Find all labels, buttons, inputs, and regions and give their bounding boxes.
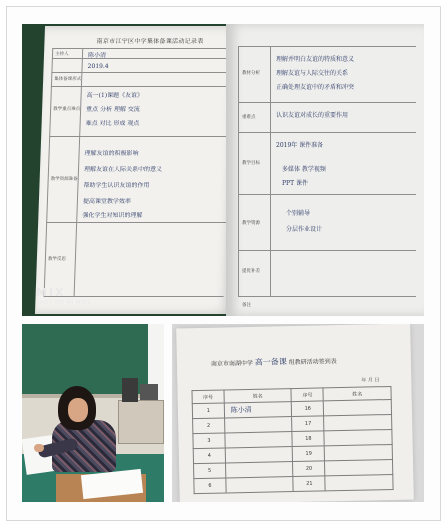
handwriting-res-4: 提高课堂教学效率: [82, 198, 132, 205]
sign-sheet-title-prefix: 南京市南湖中学: [210, 359, 254, 368]
row-index: 21: [293, 476, 325, 492]
handwriting-right-4: 认识友谊对成长的重要作用: [276, 112, 349, 119]
computer-tower: [122, 378, 138, 402]
row-index: 2: [193, 418, 225, 434]
row-signature: [325, 459, 393, 475]
goal-label: 教学目标: [242, 161, 260, 166]
reflection-label: 教学反思: [47, 257, 66, 262]
handwriting-res-2: 理解友谊在人际关系中的意义: [83, 166, 163, 173]
row-signature: [324, 399, 392, 415]
row-index: 4: [193, 448, 225, 464]
handwriting-host: 陈小清: [87, 52, 107, 59]
record-book-title: 南京市江宁区中学集体备课活动记录表: [96, 38, 204, 45]
sign-in-sheet-photo: [172, 324, 424, 502]
sign-in-sheet: [176, 324, 414, 502]
teacher-face: [68, 398, 88, 422]
remarks-label: 备注: [242, 303, 251, 308]
difficulty-label: 重难点: [242, 115, 256, 120]
handwriting-date: 2019.4: [87, 63, 109, 70]
teacher-hand: [34, 444, 44, 452]
printer: [140, 384, 158, 400]
handwriting-right-9: 分层作业设计: [286, 226, 323, 233]
watermark-brand: MIX: [36, 286, 66, 299]
row-signature: [324, 429, 392, 445]
row-index: 20: [293, 461, 325, 477]
row-index: 18: [292, 431, 324, 447]
sign-sheet-title: [211, 355, 337, 369]
sign-sheet-title-suffix: 组教研活动签到表: [288, 358, 337, 367]
handwriting-right-1: 理解并明白友谊的特质和意义: [276, 56, 355, 63]
row-signature: [225, 447, 293, 463]
row-index: 5: [194, 463, 226, 479]
handwriting-key-1: 重点 分析 理解 交流: [85, 106, 140, 113]
cabinet: [118, 400, 164, 444]
header-index-2: 序号: [291, 388, 323, 402]
handwriting-right-2: 理解友谊与人际交往的关系: [276, 70, 349, 77]
watermark-subtitle: SHOT ON MI MIX2: [36, 300, 92, 306]
record-book-left-page: [35, 26, 241, 314]
header-name-1: 姓名: [224, 389, 292, 403]
handwriting-right-5: 2019年 课件准备: [276, 142, 324, 149]
handwriting-topic: 高一(1)课题《友谊》: [86, 92, 144, 99]
row-signature: [225, 462, 293, 478]
handwriting-right-7: PPT 课件: [282, 180, 308, 187]
handwriting-right-8: 个别辅导: [286, 210, 311, 217]
row-signature: [226, 477, 294, 493]
sign-sheet-date: 年 月 日: [361, 377, 380, 384]
row-index: 17: [292, 416, 324, 432]
table-row: [194, 474, 393, 493]
row-index: 6: [194, 478, 226, 494]
record-book-right-page: [226, 24, 424, 316]
row-signature: [224, 417, 292, 433]
teaching-resource-label: 教学资源: [242, 221, 260, 226]
teacher-signing-photo: [22, 324, 164, 502]
camera-watermark: [36, 286, 91, 306]
header-name-2: 姓名: [323, 386, 391, 400]
row-signature: [324, 414, 392, 430]
host-label: 主持人: [54, 52, 69, 57]
handwriting-right-3: 正确处理友谊中的矛盾和冲突: [276, 84, 355, 91]
row-index: 16: [292, 401, 324, 417]
format-label: 集体备课形式: [54, 77, 82, 82]
handwriting-res-3: 帮助学生认识友谊的作用: [83, 182, 150, 189]
analysis-label: 教材分析: [242, 71, 260, 76]
sign-sheet-table: [191, 386, 393, 494]
improvement-label: 提优补差: [242, 269, 260, 274]
sign-sheet-title-handwritten: 高一备课: [254, 357, 287, 367]
key-points-label: 教学重点难点: [53, 107, 81, 112]
row-signature: [324, 444, 392, 460]
row-index: 1: [192, 403, 224, 419]
row-index: 19: [293, 446, 325, 462]
resources-label: 教学资源准备: [50, 177, 78, 182]
row-signature: [325, 474, 393, 490]
handwriting-right-6: 多媒体 教学视频: [282, 166, 326, 173]
record-book-photo: [22, 24, 424, 316]
handwriting-res-1: 理解友谊的积极影响: [84, 150, 139, 157]
row-signature: [225, 432, 293, 448]
row-index: 3: [193, 433, 225, 449]
handwriting-res-5: 强化学生对知识的理解: [82, 212, 143, 219]
header-index-1: 序号: [192, 390, 224, 404]
handwriting-key-2: 难点 对比 形成 观点: [85, 120, 140, 127]
row-signature: 陈小清: [224, 402, 292, 418]
